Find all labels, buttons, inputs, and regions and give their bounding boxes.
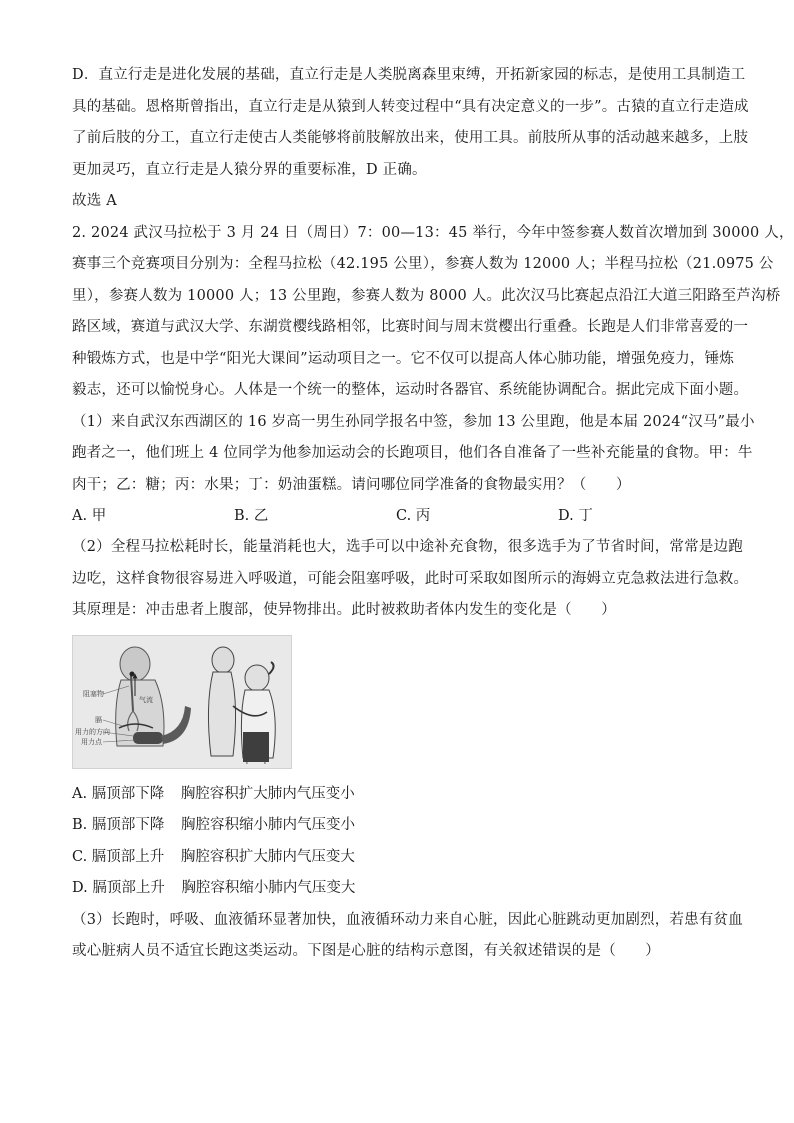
question-line: 2. 2024 武汉马拉松于 3 月 24 日（周日）7：00—13：45 举行，今年中签参赛人数首次增加到 30000 人，	[72, 224, 794, 241]
label-air: 气流	[139, 695, 153, 704]
analysis-line: 更加灵巧，直立行走是人猿分界的重要标准，D 正确。	[72, 161, 427, 178]
sub-question-line: 肉干；乙：糖；丙：水果；丁：奶油蛋糕。请问哪位同学准备的食物最实用？（ ）	[72, 476, 631, 493]
option-letter: A.	[72, 785, 88, 802]
sub-question-line: 或心脏病人员不适宜长跑这类运动。下图是心脏的结构示意图，有关叙述错误的是（ ）	[72, 943, 660, 959]
analysis-line: D．直立行走是进化发展的基础，直立行走是人类脱离森里束缚，开拓新家园的标志，是使用工具制造工	[72, 67, 746, 83]
question-line: 里），参赛人数为 10000 人；13 公里跑，参赛人数为 8000 人。此次汉马比赛起点沿江大道三阳路至芦沟桥	[72, 287, 781, 304]
question-line: 赛事三个竞赛项目分别为：全程马拉松（42.195 公里），参赛人数为 12000 人；半程马拉松（21.0975 公	[72, 256, 774, 272]
option-part2: 胸腔容积缩小肺内气压变小	[180, 817, 355, 833]
option-d: D. 丁	[558, 508, 593, 524]
analysis-line: 了前后肢的分工，直立行走使古人类能够将前肢解放出来，使用工具。前肢所从事的活动越来越多，上肢	[72, 130, 749, 146]
question-line: 路区域，赛道与武汉大学、东湖赏樱线路相邻，比赛时间与周末赏樱出行重叠。长跑是人们非常喜爱的一	[72, 319, 749, 335]
option-part2: 胸腔容积缩小肺内气压变大	[181, 880, 356, 896]
option-b: B. 乙	[234, 508, 269, 524]
option-part2: 胸腔容积扩大肺内气压变大	[180, 848, 355, 865]
document-page	[72, 60, 794, 968]
option-part2: 胸腔容积扩大肺内气压变小	[180, 785, 355, 802]
sub-question-1	[72, 407, 755, 533]
option-letter: D.	[72, 880, 88, 896]
option-part1: 膈顶部下降	[91, 785, 165, 802]
question-2-stem	[72, 218, 794, 407]
blocker-marker	[130, 671, 135, 676]
option-d-line	[72, 873, 722, 905]
question-line: 种锻炼方式，也是中学“阳光大课间”运动项目之一。它不仅可以提高人体心肺功能，增强免疫力，锤炼	[72, 350, 735, 367]
option-b-line	[72, 810, 722, 842]
option-letter: B.	[72, 817, 88, 833]
label-point: 用力点	[81, 737, 102, 746]
label-direction: 用力的方向	[75, 727, 110, 736]
option-part1: 膈顶部下降	[91, 817, 165, 833]
label-diaphragm: 膈	[95, 715, 102, 724]
heimlich-maneuver-figure	[72, 635, 292, 769]
option-a-line	[72, 779, 722, 811]
option-letter: C.	[72, 848, 88, 865]
option-a: A. 甲	[72, 508, 107, 524]
option-c: C. 丙	[396, 508, 431, 524]
analysis-line: 具的基础。恩格斯曾指出，直立行走是从猿到人转变过程中“具有决定意义的一步”。古猿的直立行走造成	[72, 98, 749, 115]
answer-line: 故选 A	[72, 193, 117, 209]
option-part1: 膈顶部上升	[92, 880, 165, 896]
sub-question-line: 边吃，这样食物很容易进入呼吸道，可能会阻塞呼吸，此时可采取如图所示的海姆立克急救法进行急救。	[72, 570, 749, 587]
sub-question-line: （3）长跑时，呼吸、血液循环显著加快，血液循环动力来自心脏，因此心脏跳动更加剧烈，若患有贫血	[72, 911, 743, 928]
analysis-paragraph	[72, 60, 749, 186]
sub-question-3	[72, 905, 743, 968]
rescuer-patient-drawing	[208, 647, 275, 764]
option-part1: 膈顶部上升	[91, 848, 165, 865]
question-line: 毅志，还可以愉悦身心。人体是一个统一的整体，运动时各器官、系统能协调配合。据此完成下面小题。	[72, 382, 749, 398]
label-blocker: 阻塞物	[83, 689, 104, 698]
cross-section-diagram	[75, 647, 191, 746]
heimlich-illustration	[73, 636, 291, 768]
sub-question-2	[72, 532, 749, 905]
sub-question-line: 其原理是：冲击患者上腹部，使异物排出。此时被救助者体内发生的变化是（ ）	[72, 602, 616, 618]
option-c-line	[72, 842, 722, 874]
sub-question-line: （1）来自武汉东西湖区的 16 岁高一男生孙同学报名中签，参加 13 公里跑，他是本届 2024“汉马”最小	[72, 413, 755, 430]
sub-question-1-options	[72, 501, 722, 532]
sub-question-line: （2）全程马拉松耗时长，能量消耗也大，选手可以中途补充食物，很多选手为了节省时间，常常是边跑	[72, 539, 743, 555]
sub-question-line: 跑者之一，他们班上 4 位同学为他参加运动会的长跑项目，他们各自准备了一些补充能量的食物。甲：牛	[72, 445, 753, 461]
